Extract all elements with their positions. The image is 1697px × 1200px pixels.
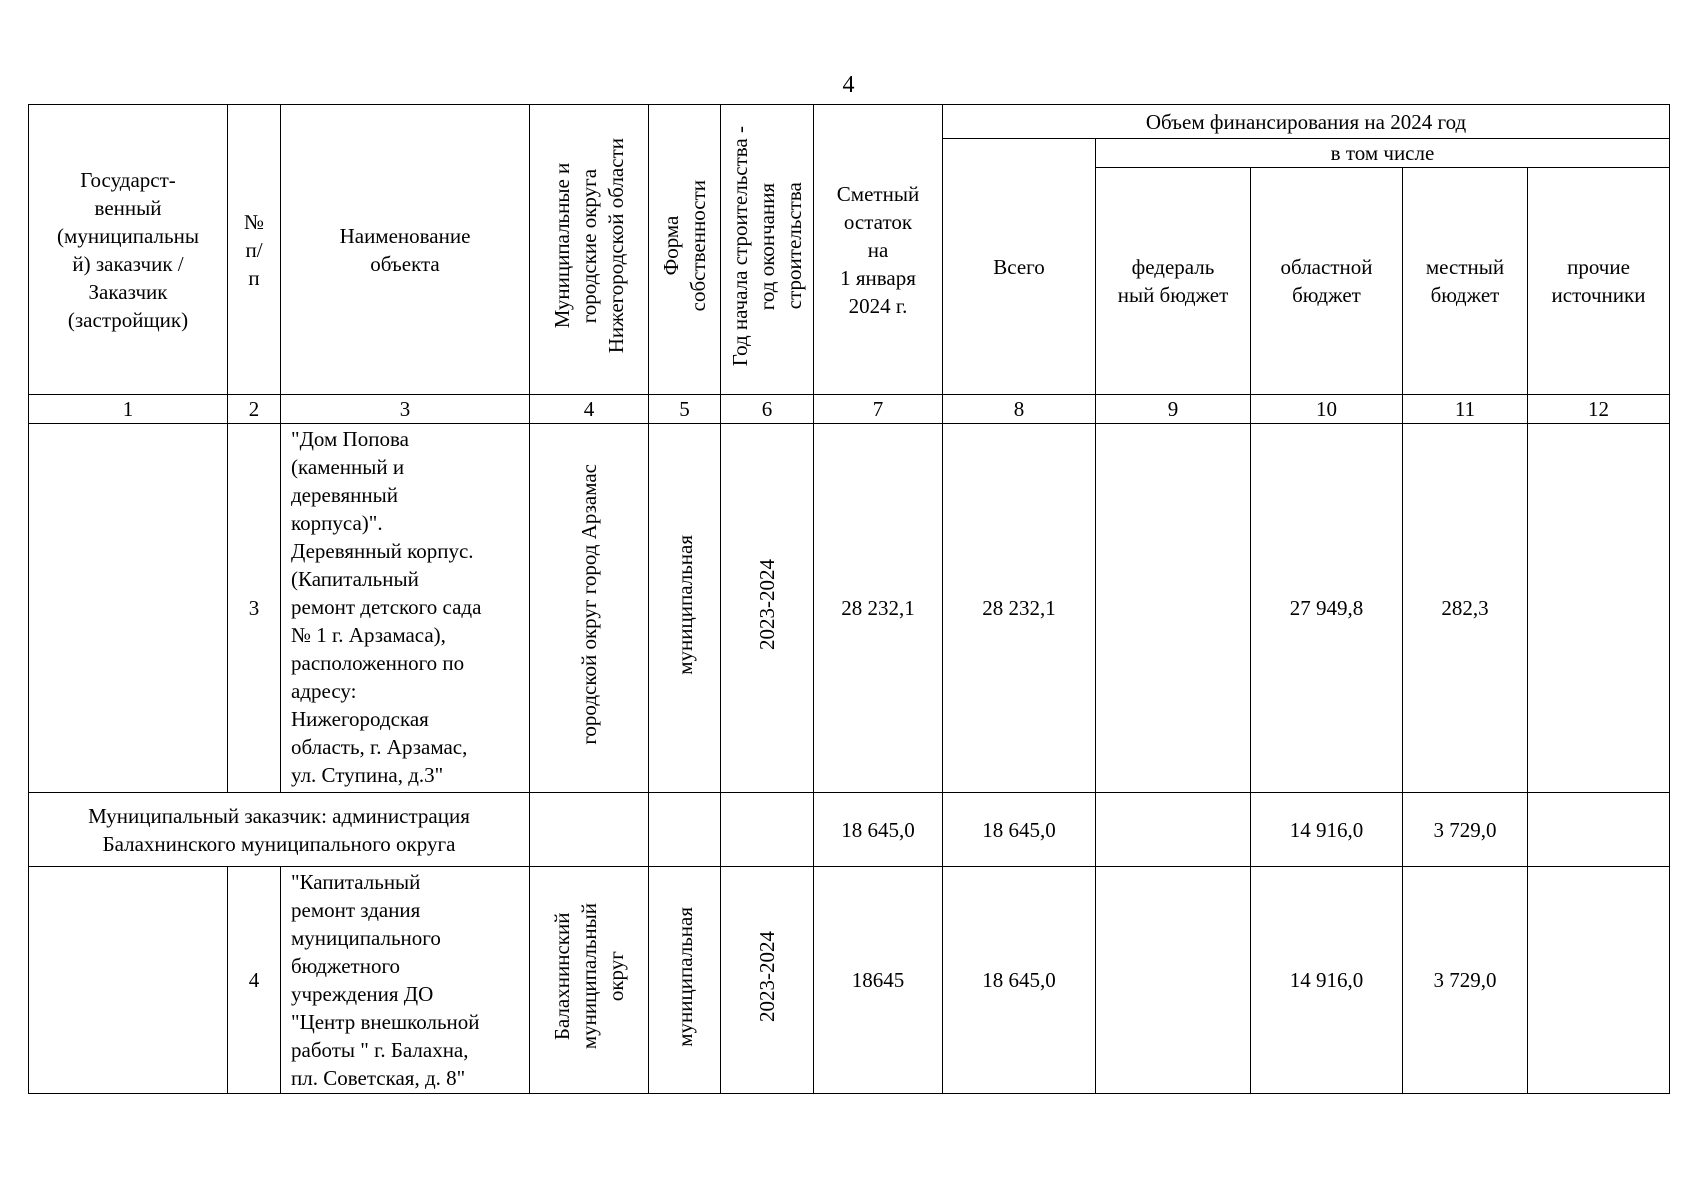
row-years: 2023-2024 bbox=[721, 867, 814, 1094]
table-row bbox=[29, 424, 1670, 793]
column-numbers-row bbox=[29, 395, 1670, 424]
column-number: 9 bbox=[1096, 395, 1251, 424]
row-local: 3 729,0 bbox=[1403, 867, 1528, 1094]
financing-table bbox=[28, 104, 1670, 1094]
column-number: 3 bbox=[281, 395, 530, 424]
header-customer: Государст- венный (муниципальны й) заказчик / Заказчик (застройщик) bbox=[29, 105, 228, 395]
subtotal-ownership bbox=[649, 793, 721, 867]
row-regional: 14 916,0 bbox=[1251, 867, 1403, 1094]
header-other: прочие источники bbox=[1528, 168, 1670, 395]
row-number: 4 bbox=[228, 867, 281, 1094]
page-number: 4 bbox=[842, 72, 855, 98]
header-ownership: Форма собственности bbox=[649, 105, 721, 395]
row-local: 282,3 bbox=[1403, 424, 1528, 793]
row-federal bbox=[1096, 424, 1251, 793]
row-balance: 28 232,1 bbox=[814, 424, 943, 793]
row-total: 18 645,0 bbox=[943, 867, 1096, 1094]
row-number: 3 bbox=[228, 424, 281, 793]
header-federal: федераль ный бюджет bbox=[1096, 168, 1251, 395]
row-customer-cell bbox=[29, 424, 228, 793]
header-years: Год начала строительства - год окончания строительства bbox=[721, 105, 814, 395]
row-customer-cell bbox=[29, 867, 228, 1094]
column-number: 2 bbox=[228, 395, 281, 424]
row-object-name: "Дом Попова (каменный и деревянный корпуса)". Деревянный корпус. (Капитальный ремонт детского сада № 1 г. Арзамаса), расположенного по адресу: Нижегородская область, г. Арзамас, ул. Ступина, д.3" bbox=[281, 424, 530, 793]
row-balance: 18645 bbox=[814, 867, 943, 1094]
header-including: в том числе bbox=[1096, 139, 1670, 168]
header-district: Муниципальные и городские округа Нижегородской области bbox=[530, 105, 649, 395]
table-row bbox=[29, 867, 1670, 1094]
subtotal-balance: 18 645,0 bbox=[814, 793, 943, 867]
column-number: 4 bbox=[530, 395, 649, 424]
row-district: Балахнинский муниципальный округ bbox=[530, 867, 649, 1094]
row-other bbox=[1528, 867, 1670, 1094]
column-number: 7 bbox=[814, 395, 943, 424]
header-balance: Сметный остаток на 1 января 2024 г. bbox=[814, 105, 943, 395]
row-object-name: "Капитальный ремонт здания муниципального бюджетного учреждения ДО "Центр внешкольной работы " г. Балахна, пл. Советская, д. 8" bbox=[281, 867, 530, 1094]
row-ownership: муниципальная bbox=[649, 424, 721, 793]
subtotal-local: 3 729,0 bbox=[1403, 793, 1528, 867]
subtotal-total: 18 645,0 bbox=[943, 793, 1096, 867]
header-local: местный бюджет bbox=[1403, 168, 1528, 395]
header-funding: Объем финансирования на 2024 год bbox=[943, 105, 1670, 139]
header-number: № п/ п bbox=[228, 105, 281, 395]
column-number: 8 bbox=[943, 395, 1096, 424]
subtotal-other bbox=[1528, 793, 1670, 867]
column-number: 12 bbox=[1528, 395, 1670, 424]
row-other bbox=[1528, 424, 1670, 793]
row-ownership: муниципальная bbox=[649, 867, 721, 1094]
row-total: 28 232,1 bbox=[943, 424, 1096, 793]
subtotal-years bbox=[721, 793, 814, 867]
column-number: 10 bbox=[1251, 395, 1403, 424]
row-district: городской округ город Арзамас bbox=[530, 424, 649, 793]
header-total: Всего bbox=[943, 139, 1096, 395]
row-federal bbox=[1096, 867, 1251, 1094]
header-row-1 bbox=[29, 105, 1670, 139]
row-regional: 27 949,8 bbox=[1251, 424, 1403, 793]
subtotal-regional: 14 916,0 bbox=[1251, 793, 1403, 867]
header-regional: областной бюджет bbox=[1251, 168, 1403, 395]
subtotal-row bbox=[29, 793, 1670, 867]
subtotal-federal bbox=[1096, 793, 1251, 867]
column-number: 11 bbox=[1403, 395, 1528, 424]
column-number: 6 bbox=[721, 395, 814, 424]
subtotal-district bbox=[530, 793, 649, 867]
header-object-name: Наименование объекта bbox=[281, 105, 530, 395]
column-number: 5 bbox=[649, 395, 721, 424]
row-years: 2023-2024 bbox=[721, 424, 814, 793]
subtotal-label: Муниципальный заказчик: администрация Балахнинского муниципального округа bbox=[29, 793, 530, 867]
column-number: 1 bbox=[29, 395, 228, 424]
